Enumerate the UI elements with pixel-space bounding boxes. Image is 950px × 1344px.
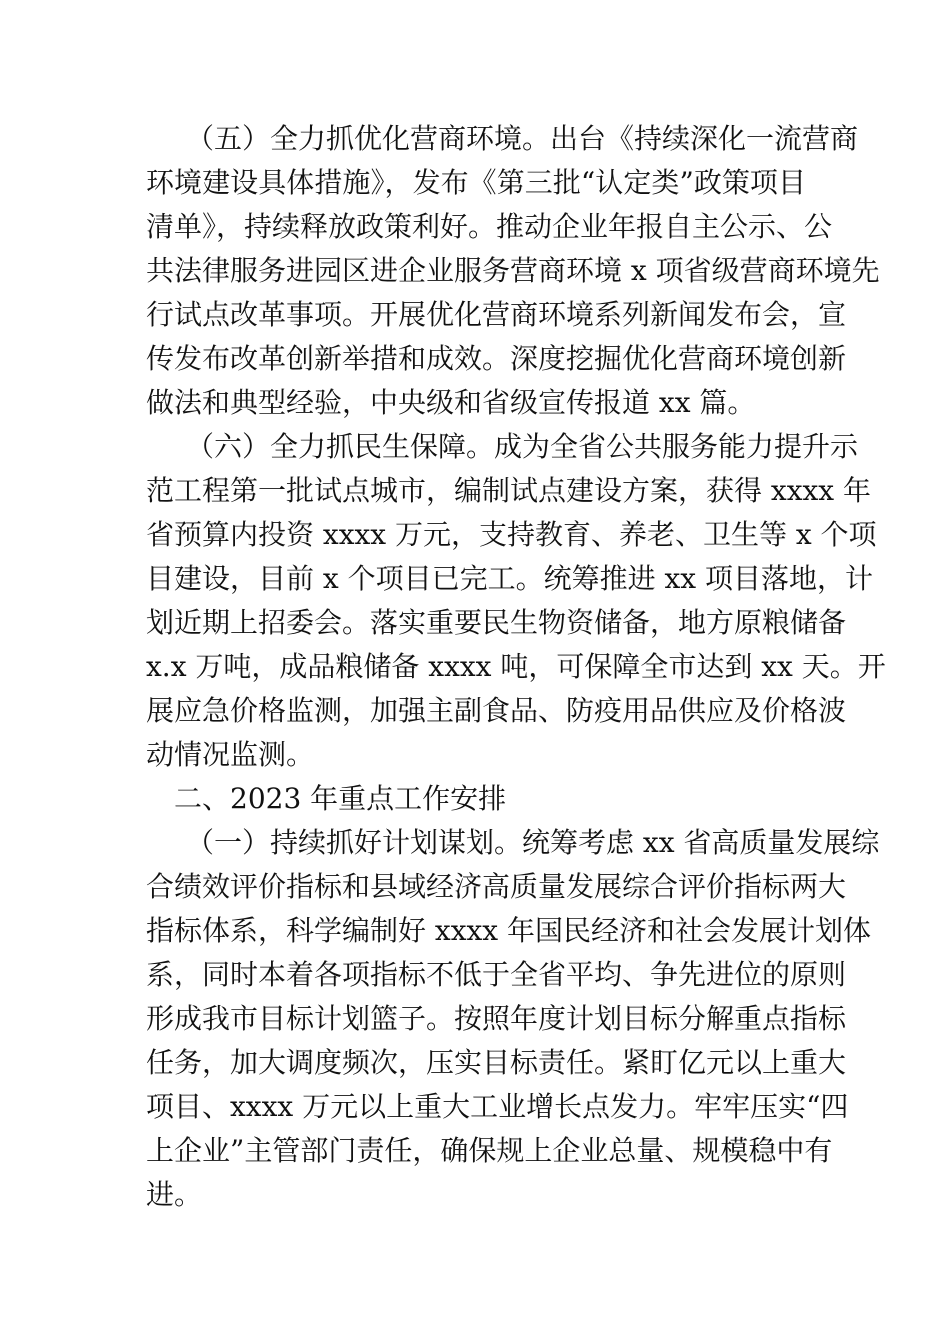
paragraph-line: 环境建设具体措施》，发布《第三批“认定类”政策项目: [146, 166, 806, 199]
paragraph-line: 行试点改革事项。开展优化营商环境系列新闻发布会，宣: [146, 298, 847, 331]
paragraph-line: 合绩效评价指标和县域经济高质量发展综合评价指标两大: [146, 870, 847, 903]
paragraph-line: （五）全力抓优化营商环境。出台《持续深化一流营商: [186, 122, 859, 155]
paragraph-line: 划近期上招委会。落实重要民生物资储备，地方原粮储备: [146, 606, 847, 639]
paragraph-line: 指标体系，科学编制好 xxxx 年国民经济和社会发展计划体: [146, 914, 871, 947]
paragraph-line: 省预算内投资 xxxx 万元，支持教育、养老、卫生等 x 个项: [146, 518, 877, 551]
document-body: [146, 117, 886, 1217]
section-heading: 二、2023 年重点工作安排: [174, 782, 507, 815]
paragraph-line: 项目、xxxx 万元以上重大工业增长点发力。牢牢压实“四: [146, 1090, 849, 1123]
paragraph-line: 任务，加大调度频次，压实目标责任。紧盯亿元以上重大: [146, 1046, 847, 1079]
paragraph-line: 传发布改革创新举措和成效。深度挖掘优化营商环境创新: [146, 342, 847, 375]
paragraph-line: 共法律服务进园区进企业服务营商环境 x 项省级营商环境先: [146, 254, 880, 287]
paragraph-line: x.x 万吨，成品粮储备 xxxx 吨，可保障全市达到 xx 天。开: [146, 650, 886, 683]
paragraph-line: 进。: [146, 1178, 203, 1211]
paragraph-line: 范工程第一批试点城市，编制试点建设方案，获得 xxxx 年: [146, 474, 871, 507]
paragraph-line: 清单》，持续释放政策利好。推动企业年报自主公示、公: [146, 210, 833, 243]
paragraph-section-6: [146, 425, 886, 777]
paragraph-line: （六）全力抓民生保障。成为全省公共服务能力提升示: [186, 430, 859, 463]
paragraph-line: 动情况监测。: [146, 738, 315, 771]
paragraph-section-5: [146, 117, 880, 425]
paragraph-line: 系，同时本着各项指标不低于全省平均、争先进位的原则: [146, 958, 847, 991]
paragraph-line: 展应急价格监测，加强主副食品、防疫用品供应及价格波: [146, 694, 847, 727]
paragraph-line: 形成我市目标计划篮子。按照年度计划目标分解重点指标: [146, 1002, 847, 1035]
paragraph-line: （一）持续抓好计划谋划。统筹考虑 xx 省高质量发展综: [186, 826, 880, 859]
paragraph-line: 做法和典型经验，中央级和省级宣传报道 xx 篇。: [146, 386, 756, 419]
paragraph-item-1: [146, 821, 880, 1217]
paragraph-line: 目建设，目前 x 个项目已完工。统筹推进 xx 项目落地，计: [146, 562, 873, 595]
paragraph-line: 上企业”主管部门责任，确保规上企业总量、规模稳中有: [146, 1134, 833, 1167]
